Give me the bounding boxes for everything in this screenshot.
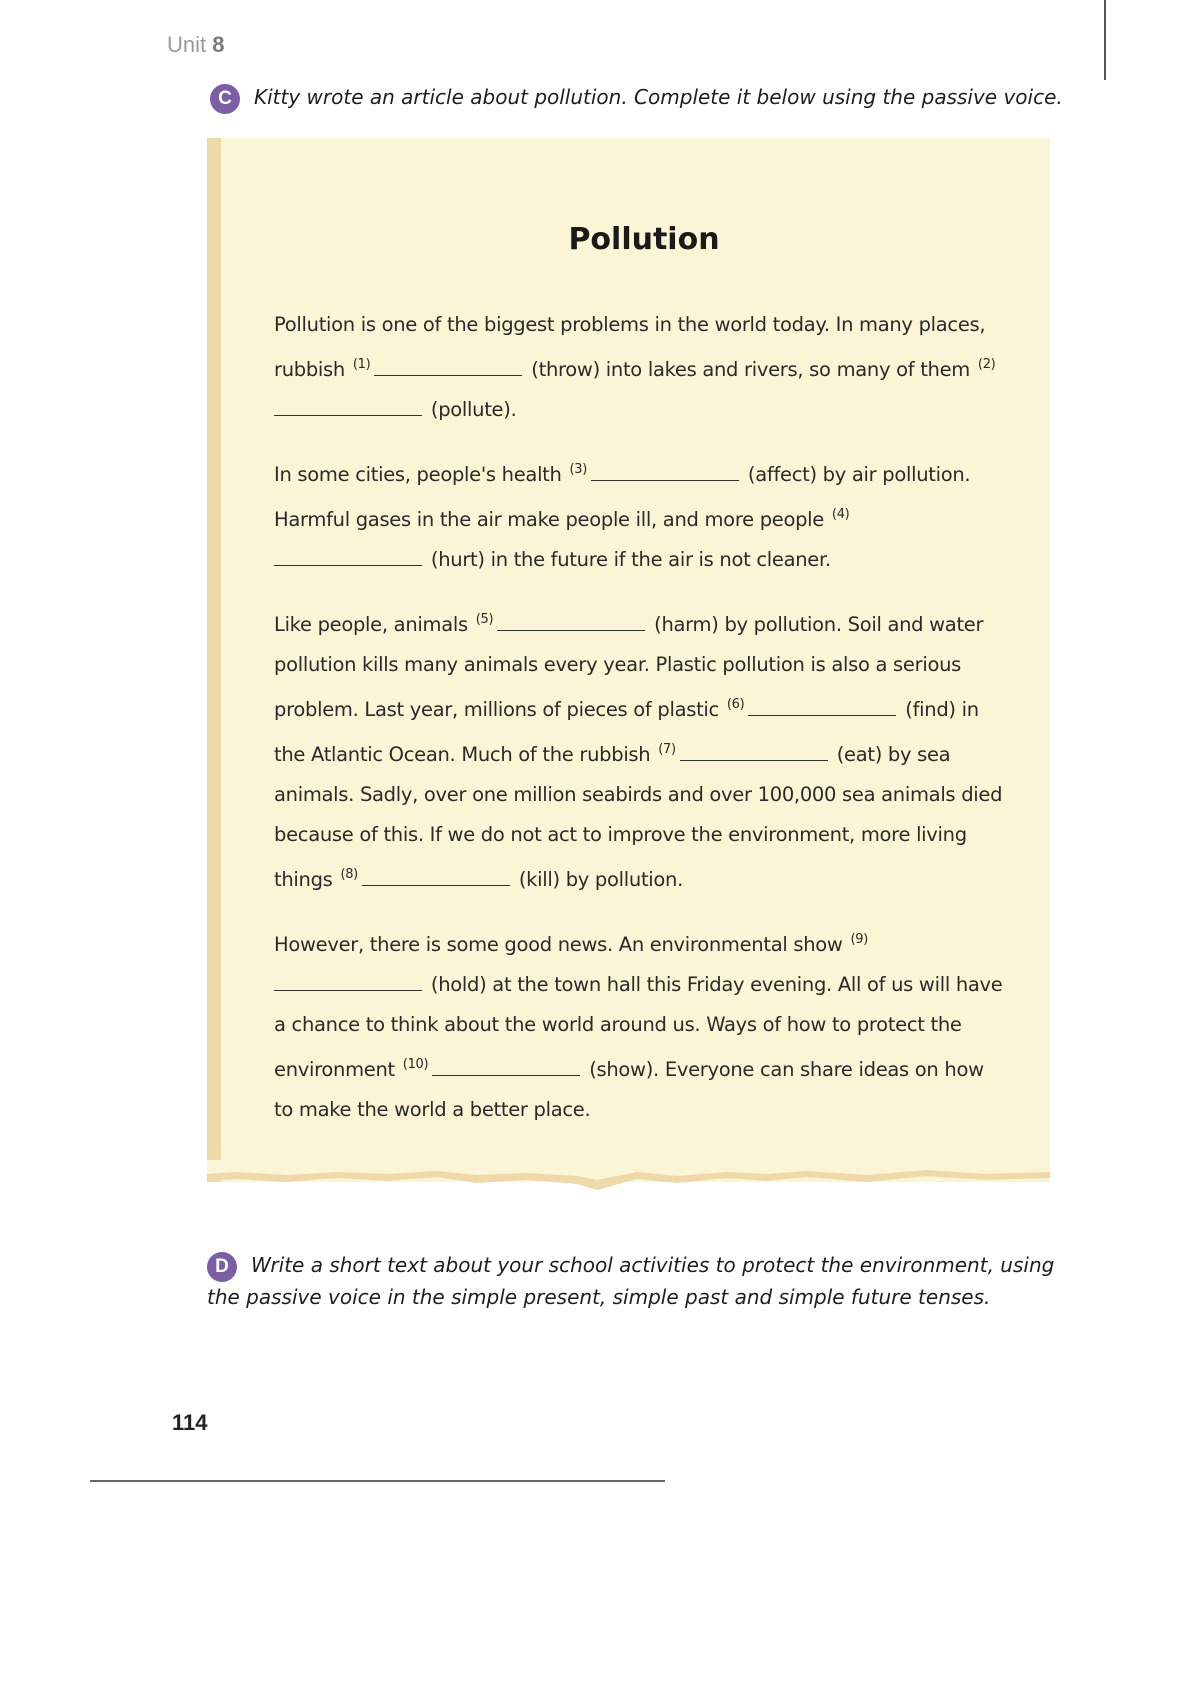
exercise-c-instruction — [210, 82, 1110, 114]
answer-blank-10[interactable] — [432, 1057, 580, 1076]
bottom-rule — [90, 1480, 665, 1482]
answer-blank-5[interactable] — [497, 612, 645, 631]
answer-blank-4[interactable] — [274, 547, 422, 566]
answer-blank-9[interactable] — [274, 972, 422, 991]
p1-text-2: (throw) into lakes and rivers, so many of them — [531, 358, 971, 381]
blank-number-2: (2) — [977, 357, 996, 372]
p3-text-5: (kill) by pollution. — [518, 868, 683, 891]
blank-number-7: (7) — [658, 742, 676, 757]
blank-number-3: (3) — [569, 462, 588, 477]
p1-text-1: Pollution is one of the biggest problems in the world today. In many places, rubbish — [274, 313, 986, 381]
exercise-c-badge: C — [210, 84, 240, 114]
unit-word: Unit — [167, 32, 207, 57]
unit-number: 8 — [212, 32, 225, 57]
paper-left-edge — [207, 138, 221, 1182]
answer-blank-1[interactable] — [374, 357, 522, 376]
answer-blank-6[interactable] — [748, 697, 896, 716]
p4-text-3: (show). Everyone can share ideas on how to make the world a better place. — [274, 1058, 984, 1121]
torn-paper-edge — [207, 1160, 1050, 1200]
page-edge-line — [1104, 0, 1106, 80]
answer-blank-3[interactable] — [591, 462, 739, 481]
p2-text-1: In some cities, people's health — [274, 463, 562, 486]
blank-number-4: (4) — [831, 507, 850, 522]
article — [274, 220, 1004, 1150]
paragraph-2 — [274, 450, 1004, 580]
answer-blank-8[interactable] — [362, 867, 510, 886]
blank-number-5: (5) — [475, 612, 494, 627]
p3-text-3: (find) in the Atlantic Ocean. Much of the rubbish — [274, 698, 979, 766]
blank-number-10: (10) — [402, 1057, 429, 1072]
answer-blank-2[interactable] — [274, 397, 422, 416]
p2-text-2: (affect) by air pollution. Harmful gases in the air make people ill, and more people — [274, 463, 971, 531]
blank-number-6: (6) — [726, 697, 745, 712]
exercise-c-text: Kitty wrote an article about pollution. Complete it below using the passive voice. — [254, 85, 1063, 109]
paragraph-4 — [274, 920, 1004, 1130]
exercise-d-instruction — [207, 1250, 1067, 1312]
p4-text-1: However, there is some good news. An environmental show — [274, 933, 843, 956]
exercise-d-badge: D — [207, 1252, 237, 1282]
page-number: 114 — [172, 1410, 208, 1435]
unit-label — [167, 32, 225, 58]
answer-blank-7[interactable] — [680, 742, 828, 761]
p1-text-3: (pollute). — [430, 398, 517, 421]
blank-number-1: (1) — [352, 357, 371, 372]
p3-text-4: (eat) by sea animals. Sadly, over one million seabirds and over 100,000 sea animals died because of this. If we do not act to improve the environment, more living things — [274, 743, 1003, 891]
p2-text-3: (hurt) in the future if the air is not cleaner. — [430, 548, 831, 571]
p3-text-1: Like people, animals — [274, 613, 468, 636]
paragraph-1 — [274, 305, 1004, 430]
article-title: Pollution — [568, 222, 720, 257]
exercise-d-text: Write a short text about your school activities to protect the environment, using the passive voice in the simple present, simple past and simple future tenses. — [207, 1253, 1055, 1309]
paragraph-3 — [274, 600, 1004, 900]
blank-number-8: (8) — [340, 867, 358, 882]
blank-number-9: (9) — [850, 932, 868, 947]
p3-text-2: (harm) by pollution. Soil and water pollution kills many animals every year. Plastic pollution is also a serious problem. Last year, millions of pieces of plastic — [274, 613, 984, 721]
p4-text-2: (hold) at the town hall this Friday evening. All of us will have a chance to think about the world around us. Ways of how to protect the environment — [274, 973, 1003, 1081]
